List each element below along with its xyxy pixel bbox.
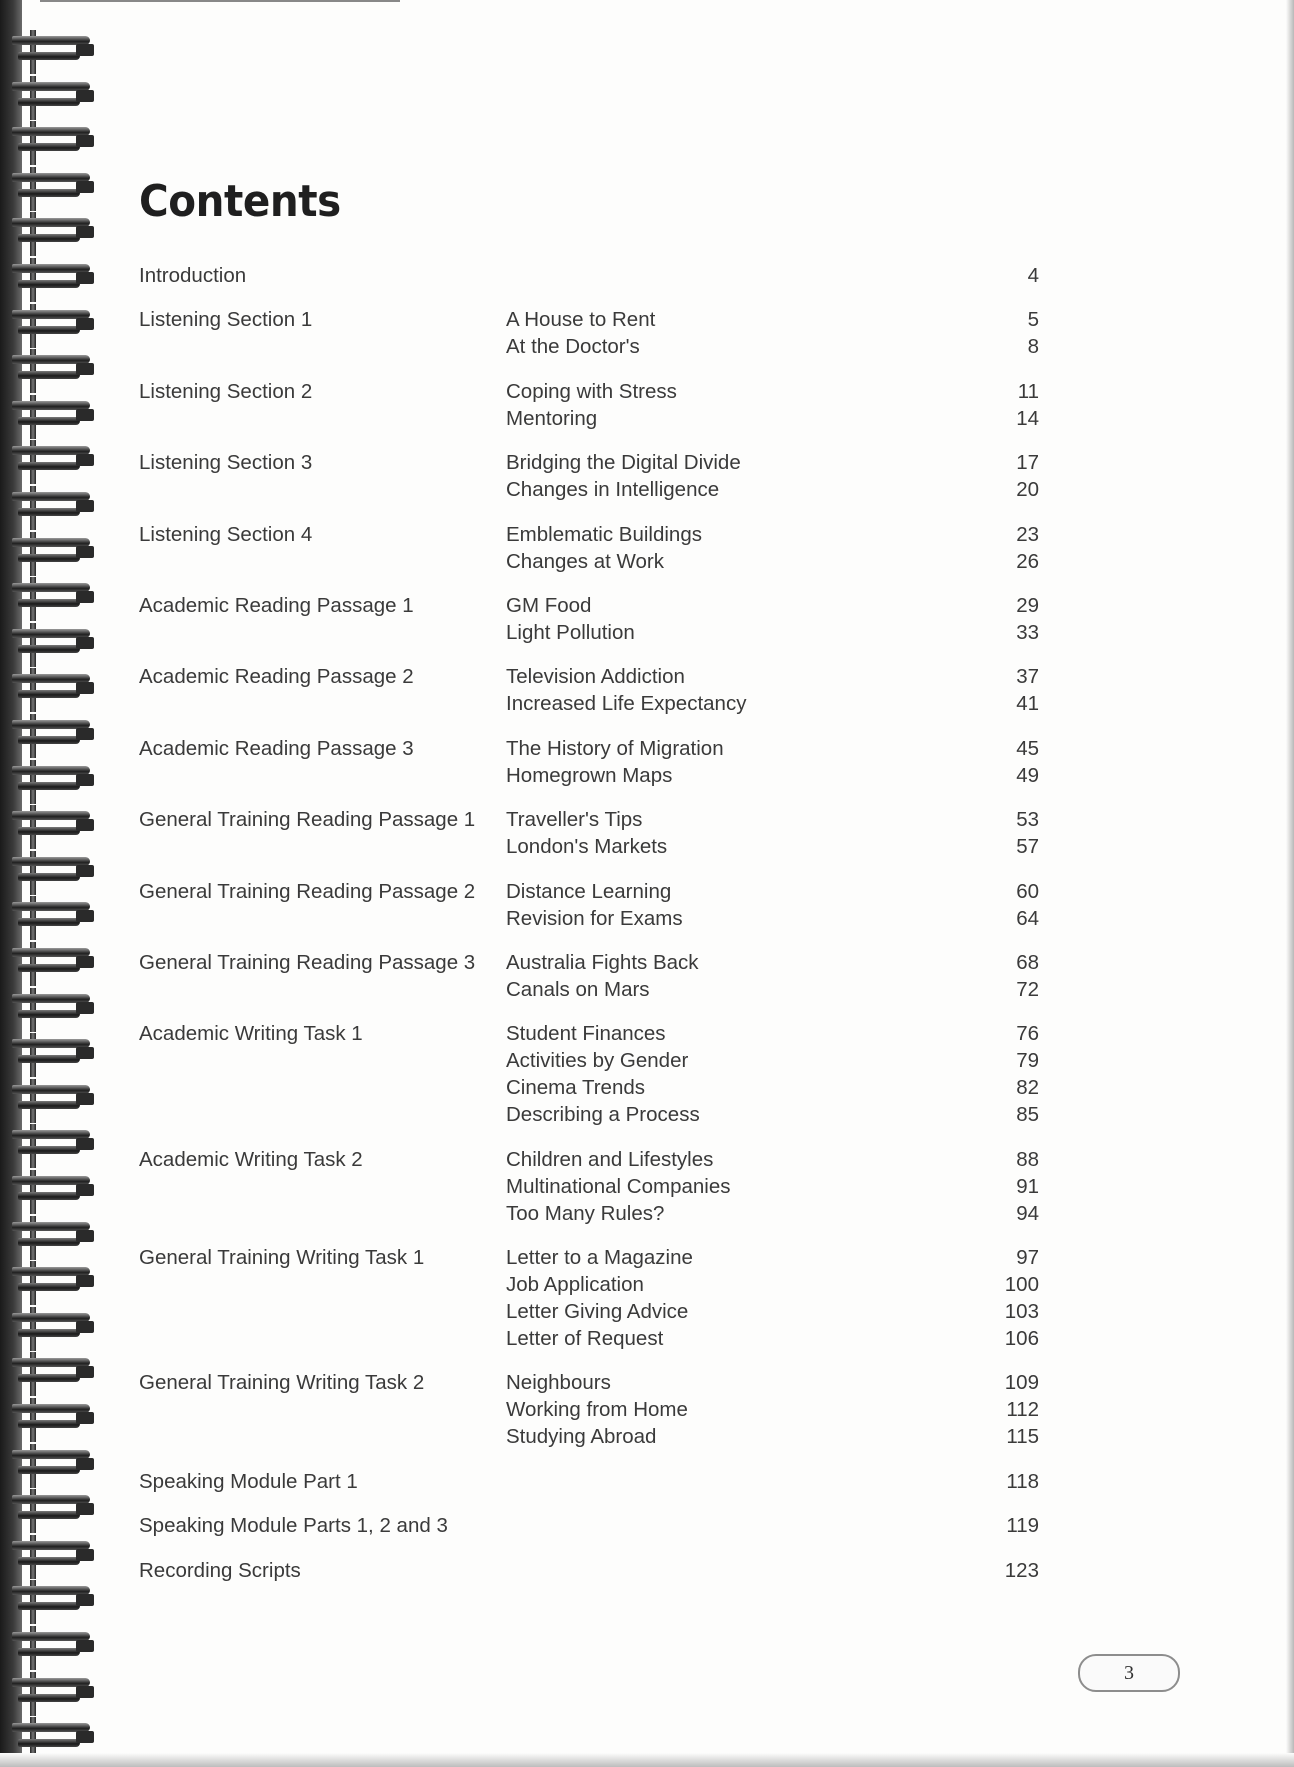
binding-coil [12,1535,90,1579]
toc-topic-row[interactable] [506,1173,1039,1200]
binding-coil [12,258,90,302]
toc-entry [139,735,1039,789]
binding-coil [12,349,90,393]
toc-topic-title: Distance Learning [506,879,672,903]
toc-section-label: General Training Writing Task 1 [139,1246,425,1270]
toc-entry[interactable] [139,1512,1039,1539]
binding-coil [12,1261,90,1305]
toc-topic-row[interactable] [506,905,1039,932]
toc-topic-row[interactable] [506,405,1039,432]
toc-page-number: 20 [1016,478,1039,502]
toc-section-label: General Training Reading Passage 2 [139,879,476,903]
toc-page-number: 5 [1027,308,1039,332]
toc-topic-list [506,521,1039,575]
binding-coil [12,212,90,256]
toc-entry[interactable] [139,1557,1039,1584]
toc-topic-title: Working from Home [506,1398,688,1422]
toc-topic-row[interactable] [506,1369,1039,1396]
toc-page-number: 68 [1016,950,1039,974]
binding-coil [12,1170,90,1214]
toc-entry [139,1244,1039,1352]
toc-page-number: 60 [1016,879,1039,903]
toc-entry [139,878,1039,932]
toc-section-label: Academic Writing Task 2 [139,1147,363,1171]
page-title: Contents [139,176,341,227]
toc-topic-row[interactable] [506,378,1039,405]
toc-entry [139,1369,1039,1450]
binding-coil [12,805,90,849]
toc-section-label: Academic Reading Passage 2 [139,665,414,689]
binding-coil [12,942,90,986]
toc-entry [139,806,1039,860]
toc-topic-title: Coping with Stress [506,379,677,403]
toc-topic-title: Mentoring [506,406,598,430]
toc-topic-row[interactable] [506,1047,1039,1074]
binding-coil [12,76,90,120]
toc-page-number: 88 [1016,1147,1039,1171]
toc-page-number: 106 [1004,1327,1039,1351]
toc-topic-row[interactable] [506,1271,1039,1298]
table-of-contents [139,262,1039,1601]
toc-entry [139,449,1039,503]
binding-coil [12,440,90,484]
toc-topic-title: Activities by Gender [506,1049,689,1073]
toc-topic-title: Too Many Rules? [506,1201,665,1225]
toc-topic-list [506,1369,1039,1450]
toc-topic-row[interactable] [506,690,1039,717]
toc-topic-row[interactable] [506,1101,1039,1128]
binding-coil [12,1580,90,1624]
toc-page-number: 23 [1016,522,1039,546]
binding-coil [12,623,90,667]
toc-topic-title: A House to Rent [506,308,656,332]
toc-topic-row[interactable] [506,735,1039,762]
toc-topic-title: Job Application [506,1273,644,1297]
toc-topic-title: The History of Migration [506,736,724,760]
toc-topic-list [506,1244,1039,1352]
binding-coil [12,395,90,439]
toc-topic-title: At the Doctor's [506,335,640,359]
toc-topic-row[interactable] [506,449,1039,476]
binding-coil [12,668,90,712]
toc-topic-row[interactable] [506,806,1039,833]
toc-entry [139,663,1039,717]
binding-coil [12,30,90,74]
binding-coil [12,1124,90,1168]
binding-coil [12,714,90,758]
binding-coil [12,532,90,576]
toc-topic-row[interactable] [506,1146,1039,1173]
toc-page-number: 79 [1016,1049,1039,1073]
binding-coil [12,851,90,895]
toc-topic-list [506,878,1039,932]
toc-page-number: 11 [1017,379,1039,403]
toc-page-number: 45 [1016,736,1039,760]
toc-topic-title: Emblematic Buildings [506,522,702,546]
toc-entry[interactable] [139,1468,1039,1495]
toc-topic-title: Television Addiction [506,665,685,689]
toc-section-label: Listening Section 4 [139,522,313,546]
toc-topic-title: Children and Lifestyles [506,1147,714,1171]
toc-topic-row[interactable] [506,762,1039,789]
toc-section-label: General Training Writing Task 2 [139,1371,425,1395]
toc-entry [139,1020,1039,1128]
toc-topic-title: Student Finances [506,1022,666,1046]
toc-topic-title: Revision for Exams [506,906,683,930]
toc-section-label: Speaking Module Part 1 [139,1469,358,1493]
toc-page-number: 53 [1016,808,1039,832]
toc-page-number: 76 [1016,1022,1039,1046]
binding-coil [12,167,90,211]
toc-entry [139,592,1039,646]
toc-entry [139,1146,1039,1227]
binding-coil [12,1672,90,1716]
toc-topic-row[interactable] [506,592,1039,619]
toc-topic-title: Canals on Mars [506,977,650,1001]
toc-topic-title: GM Food [506,593,592,617]
toc-section-label: Academic Reading Passage 1 [139,593,414,617]
toc-topic-row[interactable] [506,1244,1039,1271]
toc-topic-row[interactable] [506,976,1039,1003]
toc-topic-list [506,592,1039,646]
toc-topic-title: Cinema Trends [506,1076,646,1100]
toc-topic-title: Letter of Request [506,1327,664,1351]
toc-section-label: General Training Reading Passage 1 [139,808,476,832]
toc-topic-row[interactable] [506,1396,1039,1423]
toc-topic-row[interactable] [506,1325,1039,1352]
toc-section-label: Introduction [139,264,247,287]
toc-topic-row[interactable] [506,878,1039,905]
toc-entry [139,521,1039,575]
toc-page-number: 91 [1016,1174,1039,1198]
toc-section-label: Listening Section 2 [139,379,313,403]
toc-page-number: 37 [1016,665,1039,689]
toc-tail-entries [139,1468,1039,1584]
toc-topic-title: Describing a Process [506,1103,700,1127]
binding-coil [12,121,90,165]
toc-topic-title: Increased Life Expectancy [506,692,747,716]
toc-topic-title: Letter Giving Advice [506,1300,689,1324]
toc-page-number: 49 [1016,763,1039,787]
binding-coil [12,1626,90,1670]
toc-topic-title: Light Pollution [506,620,635,644]
toc-topic-title: Neighbours [506,1371,611,1395]
page-number-badge: 3 [1078,1654,1180,1692]
binding-coil [12,304,90,348]
toc-topic-row[interactable] [506,1298,1039,1325]
toc-topic-list [506,735,1039,789]
toc-topic-list [506,1020,1039,1128]
toc-topic-list [506,1146,1039,1227]
toc-page-number: 118 [1006,1469,1039,1493]
toc-topic-row[interactable] [506,833,1039,860]
toc-topic-row[interactable] [506,521,1039,548]
toc-topic-list [506,306,1039,360]
toc-page-number: 119 [1006,1514,1039,1538]
toc-entry [139,306,1039,360]
toc-topic-title: Traveller's Tips [506,808,643,832]
toc-topic-list [506,378,1039,432]
toc-page-number: 26 [1016,549,1039,573]
binding-coil [12,577,90,621]
toc-topic-row[interactable] [506,548,1039,575]
toc-topic-list [506,949,1039,1003]
page-right-edge [1286,0,1294,1767]
toc-entry [139,949,1039,1003]
toc-page-number: 64 [1016,906,1039,930]
toc-topic-row[interactable] [506,476,1039,503]
toc-page-number: 112 [1006,1398,1039,1422]
toc-topic-list [506,806,1039,860]
binding-coil [12,1216,90,1260]
toc-page-number: 57 [1016,835,1039,859]
toc-entry-introduction[interactable] [139,262,1039,289]
toc-section-label: Speaking Module Parts 1, 2 and 3 [139,1514,448,1538]
binding-coil [12,1352,90,1396]
toc-topic-row[interactable] [506,1423,1039,1450]
toc-page-number: 97 [1016,1246,1039,1270]
toc-topic-title: Multinational Companies [506,1174,731,1198]
toc-topic-row[interactable] [506,663,1039,690]
toc-entries [139,306,1039,1450]
toc-section-label: Listening Section 3 [139,451,313,475]
toc-topic-row[interactable] [506,333,1039,360]
binding-coil [12,760,90,804]
toc-section-label: General Training Reading Passage 3 [139,950,476,974]
binding-coil [12,1079,90,1123]
toc-topic-row[interactable] [506,1074,1039,1101]
top-edge-line [40,0,400,2]
toc-topic-row[interactable] [506,306,1039,333]
toc-page-number: 41 [1016,692,1039,716]
binding-coil [12,1033,90,1077]
toc-page-number: 29 [1016,593,1039,617]
toc-topic-list [506,663,1039,717]
toc-topic-title: Changes at Work [506,549,665,573]
spiral-binding [0,0,92,1767]
toc-topic-row[interactable] [506,949,1039,976]
toc-topic-row[interactable] [506,619,1039,646]
binding-coil [12,896,90,940]
toc-page-number: 100 [1004,1273,1039,1297]
toc-page-number: 14 [1016,406,1039,430]
toc-topic-row[interactable] [506,1020,1039,1047]
toc-topic-list [506,449,1039,503]
toc-page-number: 123 [1004,1558,1039,1582]
toc-page-number: 94 [1016,1201,1039,1225]
toc-section-label: Academic Writing Task 1 [139,1022,363,1046]
toc-page-number: 109 [1004,1371,1039,1395]
toc-page-number: 4 [1027,264,1039,287]
binding-coil [12,1444,90,1488]
toc-topic-title: Homegrown Maps [506,763,673,787]
toc-section-label: Listening Section 1 [139,308,313,332]
toc-page-number: 17 [1016,451,1039,475]
toc-page-number: 103 [1004,1300,1039,1324]
binding-coil [12,1398,90,1442]
toc-page-number: 72 [1016,977,1039,1001]
toc-topic-title: Changes in Intelligence [506,478,720,502]
toc-page-number: 115 [1006,1425,1039,1449]
toc-section-label: Recording Scripts [139,1558,301,1582]
toc-entry [139,378,1039,432]
toc-page-number: 82 [1016,1076,1039,1100]
binding-coil [12,988,90,1032]
toc-page-number: 8 [1027,335,1039,359]
toc-topic-title: Bridging the Digital Divide [506,451,741,475]
toc-page-number: 85 [1016,1103,1039,1127]
toc-topic-title: London's Markets [506,835,668,859]
toc-topic-title: Letter to a Magazine [506,1246,693,1270]
binding-coil [12,486,90,530]
binding-coil [12,1307,90,1351]
toc-topic-title: Studying Abroad [506,1425,657,1449]
toc-topic-row[interactable] [506,1200,1039,1227]
toc-section-label: Academic Reading Passage 3 [139,736,414,760]
toc-page-number: 33 [1016,620,1039,644]
toc-topic-title: Australia Fights Back [506,950,699,974]
page-bottom-edge [0,1753,1294,1767]
binding-coil [12,1489,90,1533]
